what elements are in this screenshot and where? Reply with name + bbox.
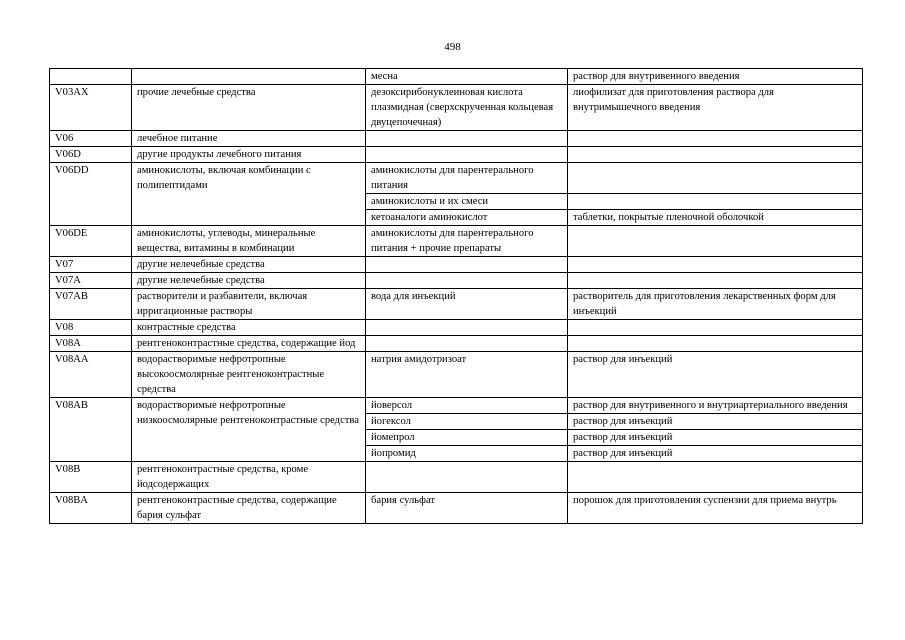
dosage-form-cell: порошок для приготовления суспензии для приема внутрь (568, 493, 863, 524)
group-name-cell: другие нелечебные средства (132, 257, 366, 273)
table-row (50, 336, 863, 352)
table-row (50, 320, 863, 336)
atc-code-cell: V07A (50, 273, 132, 289)
dosage-form-cell: раствор для инъекций (568, 414, 863, 430)
group-name-cell: рентгеноконтрастные средства, кроме йодсодержащих (132, 462, 366, 493)
substance-cell (366, 462, 568, 493)
substance-cell: йопромид (366, 446, 568, 462)
atc-code-cell: V08AB (50, 398, 132, 462)
dosage-form-cell: растворитель для приготовления лекарственных форм для инъекций (568, 289, 863, 320)
dosage-form-cell (568, 163, 863, 194)
group-name-cell (132, 69, 366, 85)
table-row (50, 493, 863, 524)
group-name-cell: водорастворимые нефротропные низкоосмолярные рентгеноконтрастные средства (132, 398, 366, 462)
group-name-cell: рентгеноконтрастные средства, содержащие йод (132, 336, 366, 352)
substance-cell: аминокислоты для парентерального питания + прочие препараты (366, 226, 568, 257)
dosage-form-cell: раствор для инъекций (568, 430, 863, 446)
table-row (50, 69, 863, 85)
group-name-cell: водорастворимые нефротропные высокоосмолярные рентгеноконтрастные средства (132, 352, 366, 398)
substance-cell: вода для инъекций (366, 289, 568, 320)
substance-cell (366, 147, 568, 163)
substance-cell: дезоксирибонуклеиновая кислота плазмидная (сверхскрученная кольцевая двуцепочечная) (366, 85, 568, 131)
substance-cell (366, 131, 568, 147)
substance-cell (366, 273, 568, 289)
table-row (50, 257, 863, 273)
group-name-cell: растворители и разбавители, включая ирригационные растворы (132, 289, 366, 320)
atc-code-cell: V06 (50, 131, 132, 147)
dosage-form-cell: раствор для внутривенного введения (568, 69, 863, 85)
atc-code-cell: V07 (50, 257, 132, 273)
substance-cell: аминокислоты для парентерального питания (366, 163, 568, 194)
table-row (50, 131, 863, 147)
dosage-form-cell (568, 320, 863, 336)
group-name-cell: рентгеноконтрастные средства, содержащие бария сульфат (132, 493, 366, 524)
group-name-cell: другие продукты лечебного питания (132, 147, 366, 163)
substance-cell: йоверсол (366, 398, 568, 414)
substance-cell: натрия амидотризоат (366, 352, 568, 398)
substance-cell (366, 320, 568, 336)
table-row (50, 273, 863, 289)
substance-cell: месна (366, 69, 568, 85)
dosage-form-cell (568, 226, 863, 257)
substance-cell: йогексол (366, 414, 568, 430)
substance-cell: аминокислоты и их смеси (366, 194, 568, 210)
table-row (50, 163, 863, 194)
group-name-cell: лечебное питание (132, 131, 366, 147)
page-number: 498 (444, 41, 461, 53)
substance-cell (366, 336, 568, 352)
table-row (50, 226, 863, 257)
drug-table (49, 68, 863, 524)
dosage-form-cell (568, 131, 863, 147)
table-row (50, 289, 863, 320)
dosage-form-cell (568, 336, 863, 352)
substance-cell: йомепрол (366, 430, 568, 446)
substance-cell (366, 257, 568, 273)
table-row (50, 85, 863, 131)
substance-cell: бария сульфат (366, 493, 568, 524)
table-row (50, 147, 863, 163)
dosage-form-cell (568, 273, 863, 289)
table-row (50, 352, 863, 398)
atc-code-cell: V08 (50, 320, 132, 336)
atc-code-cell (50, 69, 132, 85)
group-name-cell: контрастные средства (132, 320, 366, 336)
dosage-form-cell (568, 147, 863, 163)
group-name-cell: другие нелечебные средства (132, 273, 366, 289)
group-name-cell: аминокислоты, включая комбинации с полипептидами (132, 163, 366, 226)
atc-code-cell: V08B (50, 462, 132, 493)
dosage-form-cell (568, 194, 863, 210)
dosage-form-cell (568, 257, 863, 273)
dosage-form-cell: раствор для инъекций (568, 446, 863, 462)
atc-code-cell: V08A (50, 336, 132, 352)
dosage-form-cell: раствор для инъекций (568, 352, 863, 398)
dosage-form-cell (568, 462, 863, 493)
table-row (50, 462, 863, 493)
group-name-cell: прочие лечебные средства (132, 85, 366, 131)
dosage-form-cell: таблетки, покрытые пленочной оболочкой (568, 210, 863, 226)
atc-code-cell: V06DE (50, 226, 132, 257)
table-row (50, 398, 863, 414)
group-name-cell: аминокислоты, углеводы, минеральные вещества, витамины в комбинации (132, 226, 366, 257)
atc-code-cell: V06DD (50, 163, 132, 226)
substance-cell: кетоаналоги аминокислот (366, 210, 568, 226)
atc-code-cell: V03AX (50, 85, 132, 131)
atc-code-cell: V08AA (50, 352, 132, 398)
dosage-form-cell: лиофилизат для приготовления раствора для внутримышечного введения (568, 85, 863, 131)
atc-code-cell: V06D (50, 147, 132, 163)
dosage-form-cell: раствор для внутривенного и внутриартериального введения (568, 398, 863, 414)
atc-code-cell: V07AB (50, 289, 132, 320)
atc-code-cell: V08BA (50, 493, 132, 524)
